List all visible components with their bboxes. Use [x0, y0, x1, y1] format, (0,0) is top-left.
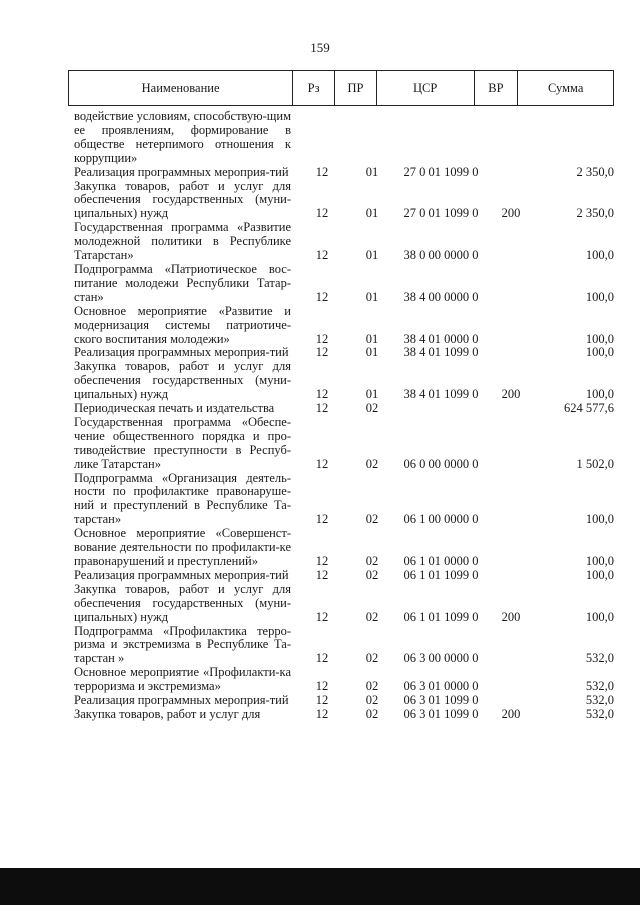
cell-csr: 06 3 01 1099 0	[403, 693, 479, 708]
cell-csr: 06 1 01 1099 0	[403, 567, 479, 582]
cell-csr: 06 1 00 0000 0	[403, 512, 479, 527]
cell-pr: 01	[365, 387, 379, 402]
cell-sum: 100,0	[585, 567, 614, 582]
cell-vr: 200	[501, 706, 521, 721]
cell-vr: 200	[501, 206, 521, 221]
header-sum: Сумма	[547, 80, 584, 95]
cell-pr: 01	[365, 164, 379, 179]
cell-sum: 532,0	[585, 693, 614, 708]
table-row	[74, 472, 614, 528]
cell-pr: 02	[365, 567, 379, 582]
table-row	[74, 166, 614, 180]
cell-name: Государственная программа «Развитие молодежной политики в Республике Татарстан»	[74, 220, 291, 263]
cell-rz: 12	[315, 554, 329, 568]
cell-name: Подпрограмма «Патриотическое вос-питание молодежи Республики Татар-стан»	[74, 261, 291, 304]
cell-pr: 02	[365, 401, 379, 416]
cell-pr: 02	[365, 456, 379, 471]
table-row	[74, 305, 614, 347]
table-row	[74, 110, 614, 166]
cell-name: Подпрограмма «Организация деятель-ности по профилактике правонаруше-ний и преступлений в Республике Та-тарстан»	[74, 470, 291, 527]
cell-rz: 12	[315, 387, 329, 402]
cell-vr: 200	[501, 609, 521, 624]
cell-rz: 12	[315, 679, 329, 694]
cell-rz: 12	[315, 693, 329, 708]
cell-rz: 12	[315, 206, 329, 221]
cell-rz: 12	[315, 567, 329, 582]
cell-name: Реализация программных мероприя-тий	[74, 164, 289, 179]
cell-rz: 12	[315, 456, 329, 471]
table-row	[74, 221, 614, 263]
cell-name: водействие условиям, способствую-щим ее проявлениям, формирование в обществе нетерпимого отношения к коррупции»	[74, 109, 291, 165]
cell-csr: 27 0 01 1099 0	[403, 164, 479, 179]
cell-sum: 100,0	[585, 248, 614, 263]
table-row	[74, 180, 614, 222]
cell-sum: 100,0	[585, 345, 614, 360]
table-row	[74, 416, 614, 472]
cell-sum: 100,0	[585, 512, 614, 527]
cell-csr: 38 4 00 0000 0	[403, 289, 479, 304]
cell-pr: 02	[365, 609, 379, 624]
cell-rz: 12	[315, 512, 329, 527]
cell-csr: 06 1 01 1099 0	[403, 609, 479, 624]
cell-pr: 02	[365, 679, 379, 694]
cell-name: Закупка товаров, работ и услуг для обеспечения государственных (муни-ципальных) нужд	[74, 581, 291, 624]
table-row	[74, 569, 614, 583]
cell-name: Основное мероприятие «Профилакти-ка терроризма и экстремизма»	[74, 665, 291, 694]
page-number: 159	[310, 40, 330, 55]
cell-csr: 27 0 01 1099 0	[403, 206, 479, 221]
cell-pr: 02	[365, 706, 379, 721]
cell-pr: 02	[365, 693, 379, 708]
cell-name: Реализация программных мероприя-тий	[74, 567, 289, 582]
cell-sum: 2 350,0	[576, 164, 614, 179]
cell-sum: 532,0	[585, 706, 614, 721]
cell-rz: 12	[315, 401, 329, 416]
cell-rz: 12	[315, 345, 329, 360]
header-vr: ВР	[475, 71, 519, 105]
cell-name: Закупка товаров, работ и услуг для обеспечения государственных (муни-ципальных) нужд	[74, 359, 291, 402]
cell-pr: 02	[365, 651, 379, 666]
cell-sum: 1 502,0	[576, 456, 614, 471]
cell-name: Периодическая печать и издательства	[74, 401, 275, 416]
cell-rz: 12	[315, 609, 329, 624]
cell-pr: 01	[365, 248, 379, 263]
cell-csr: 06 3 01 1099 0	[403, 706, 479, 721]
cell-rz: 12	[315, 164, 329, 179]
cell-sum: 624 577,6	[564, 401, 614, 416]
cell-csr: 06 3 00 0000 0	[403, 651, 479, 666]
cell-rz: 12	[315, 706, 329, 721]
scan-border	[0, 868, 640, 905]
cell-rz: 12	[315, 248, 329, 263]
table-row	[74, 263, 614, 305]
table-row	[74, 360, 614, 402]
table-row	[74, 694, 614, 708]
cell-csr: 06 3 01 0000 0	[403, 679, 479, 694]
cell-pr: 01	[365, 289, 379, 304]
cell-sum: 100,0	[585, 609, 614, 624]
table-row	[74, 346, 614, 360]
cell-name: Закупка товаров, работ и услуг для обеспечения государственных (муни-ципальных) нужд	[74, 178, 291, 221]
cell-sum: 532,0	[585, 651, 614, 666]
cell-pr: 02	[365, 554, 379, 568]
cell-sum: 100,0	[585, 387, 614, 402]
cell-csr: 38 4 01 1099 0	[403, 387, 479, 402]
cell-sum: 2 350,0	[576, 206, 614, 221]
table-body	[74, 110, 614, 722]
cell-name: Подпрограмма «Профилактика терро-ризма и экстремизма в Республике Та-тарстан »	[74, 623, 291, 666]
cell-csr: 06 1 01 0000 0	[403, 554, 479, 568]
cell-name: Государственная программа «Обеспе-чение общественного порядка и про-тиводействие преступности в Респуб-лике Татарстан»	[74, 414, 291, 471]
table-header	[68, 70, 614, 106]
cell-pr: 01	[365, 206, 379, 221]
cell-rz: 12	[315, 651, 329, 666]
cell-sum: 100,0	[585, 289, 614, 304]
header-name: Наименование	[69, 71, 293, 105]
cell-name: Реализация программных мероприя-тий	[74, 693, 289, 708]
table-row	[74, 402, 614, 416]
cell-csr: 06 0 00 0000 0	[403, 456, 479, 471]
cell-sum: 100,0	[585, 331, 614, 346]
cell-name: Основное мероприятие «Развитие и модернизация системы патриотиче-ского воспитания молодежи»	[74, 303, 291, 346]
cell-pr: 01	[365, 345, 379, 360]
cell-pr: 01	[365, 331, 379, 346]
cell-name: Реализация программных мероприя-тий	[74, 345, 289, 360]
header-pr: ПР	[335, 71, 377, 105]
table-row	[74, 625, 614, 667]
table-row	[74, 708, 614, 722]
cell-name: Закупка товаров, работ и услуг для	[74, 706, 261, 721]
cell-rz: 12	[315, 289, 329, 304]
cell-pr: 02	[365, 512, 379, 527]
cell-csr: 38 4 01 1099 0	[403, 345, 479, 360]
cell-csr: 38 4 01 0000 0	[403, 331, 479, 346]
cell-rz: 12	[315, 331, 329, 346]
header-rz: Рз	[293, 71, 335, 105]
cell-csr: 38 0 00 0000 0	[403, 248, 479, 263]
cell-name: Основное мероприятие «Совершенст-вование деятельности по профилакти-ке правонарушений и преступлений»	[74, 526, 291, 568]
table-row	[74, 583, 614, 625]
table-row	[74, 527, 614, 569]
cell-vr: 200	[501, 387, 521, 402]
cell-sum: 100,0	[585, 554, 614, 568]
cell-sum: 532,0	[585, 679, 614, 694]
table-row	[74, 666, 614, 694]
header-csr: ЦСР	[377, 71, 475, 105]
